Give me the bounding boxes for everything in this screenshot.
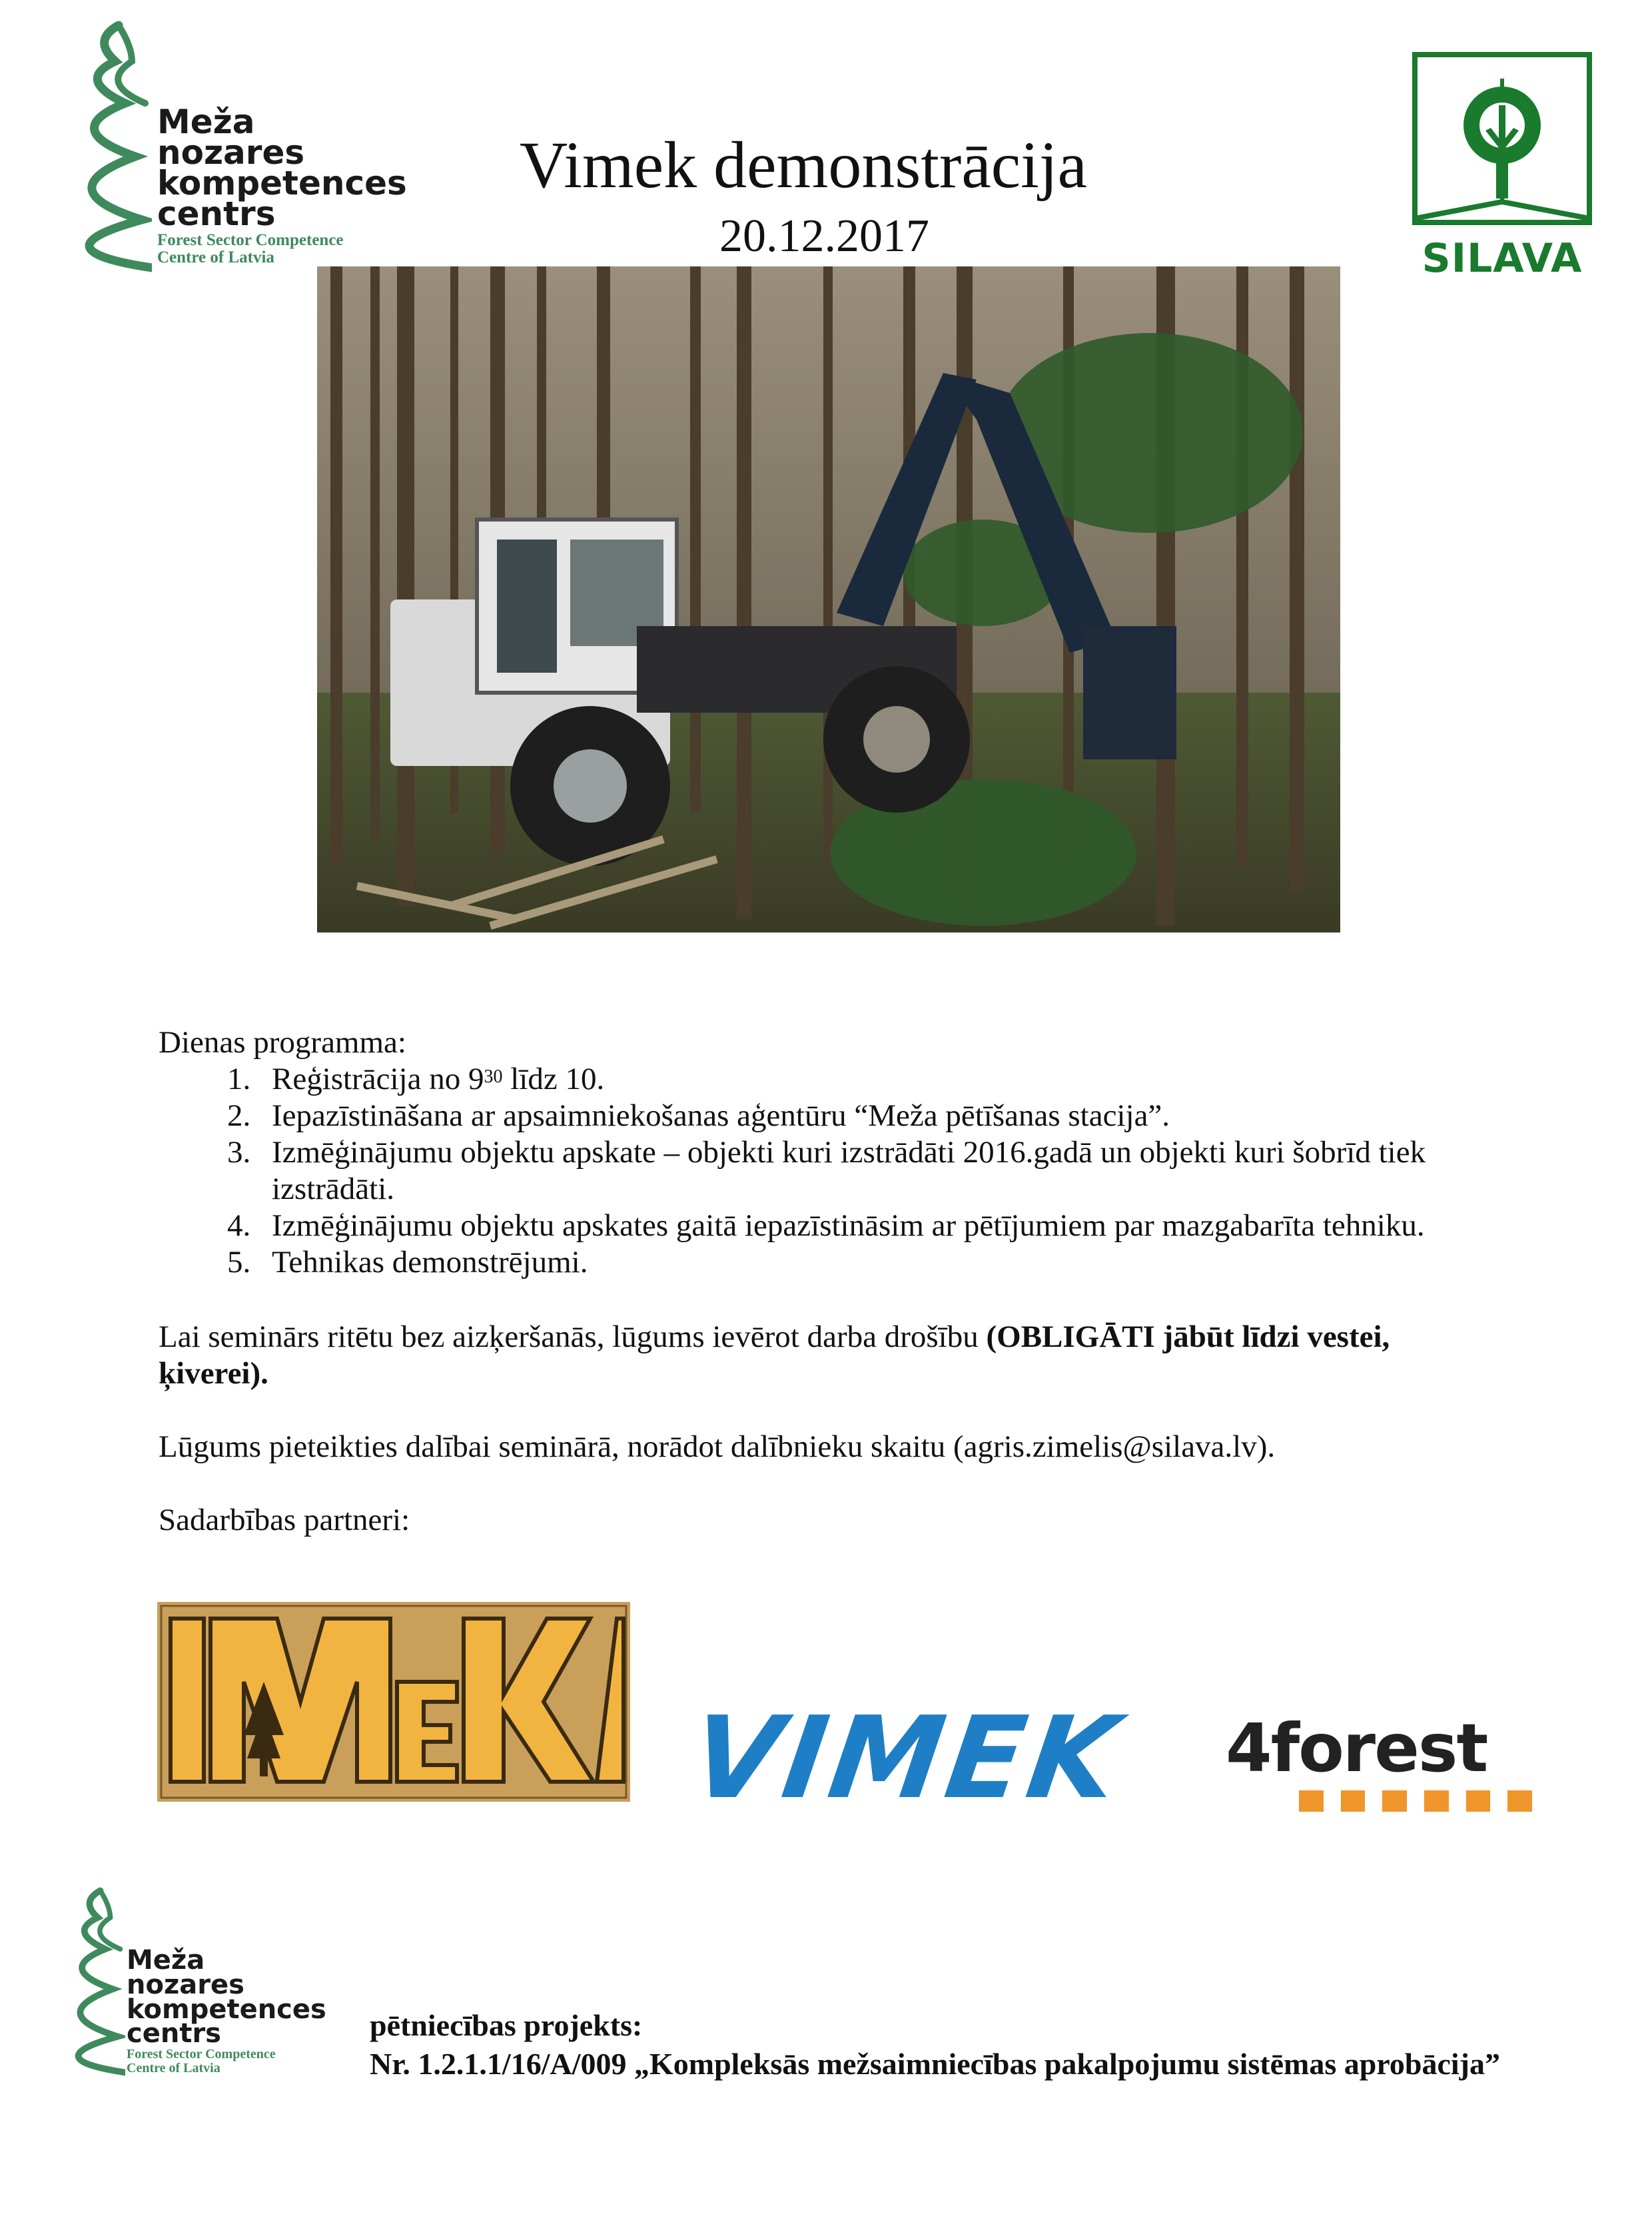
tree-logo-icon [25, 1882, 125, 2081]
logo-sub-1: Forest Sector Competence [157, 231, 344, 249]
program-list [159, 1061, 1531, 1281]
list-item: 5. Tehnikas demonstrējumi. [258, 1244, 1531, 1281]
project-name: Nr. 1.2.1.1/16/A/009 „Kompleksās mežsaimniecības pakalpojumu sistēmas aprobācija” [370, 2047, 1500, 2081]
logo-line-4: centrs [157, 194, 276, 233]
logo-line-1: Meža [157, 103, 255, 141]
project-label: pētniecības projekts: [370, 2008, 643, 2042]
forest-harvester-photo [317, 266, 1340, 932]
logo-meza-nozares-top [19, 20, 407, 273]
list-item: 1. Reģistrācija no $9^{30}$ līdz 10. [258, 1061, 1531, 1098]
logo-silava [1412, 52, 1592, 282]
logo-meza-nozares-bottom [25, 1882, 326, 2081]
page-title: Vimek demonstrācija [520, 128, 1088, 202]
partners-label: Sadarbības partneri: [159, 1503, 410, 1537]
logo-sub-1: Forest Sector Competence [127, 2047, 276, 2062]
list-item: 2. Iepazīstināšana ar apsaimniekošanas aģentūru “Meža pētīšanas stacija”. [258, 1098, 1531, 1134]
4forest-wordmark: 4forest [1226, 1709, 1487, 1787]
tree-logo-icon [19, 20, 152, 273]
logo-line-4: centrs [127, 2018, 221, 2049]
list-item: 3. Izmēģinājumu objektu apskate – objekti kuri izstrādāti 2016.gadā un objekti kuri šobrīd tiek izstrādāti. [258, 1134, 1531, 1208]
4forest-logo [1226, 1709, 1532, 1825]
logo-line-2: nozares [127, 1969, 244, 2000]
logo-line-1: Meža [127, 1945, 205, 1976]
safety-bold: (OBLIGĀTI jābūt līdzi vestei, ķiverei). [159, 1319, 1390, 1391]
vimek-logo [683, 1692, 1146, 1825]
list-item: 4. Izmēģinājumu objektu apskates gaitā iepazīstināsim ar pētījumiem par mazgabarīta tehniku. [258, 1208, 1531, 1244]
program-section [159, 1024, 1531, 1281]
event-date: 20.12.2017 [719, 210, 929, 262]
time-superscript: 30 [484, 1066, 503, 1087]
silava-name: SILAVA [1422, 235, 1583, 282]
project-info [370, 2006, 1500, 2083]
signup-notice: Lūgums pieteikties dalībai seminārā, norādot dalībnieku skaitu (agris.zimelis@silava.lv). [159, 1429, 1276, 1464]
logo-sub-2: Centre of Latvia [157, 248, 274, 267]
logo-line-3: kompetences [127, 1994, 326, 2025]
program-heading: Dienas programma: [159, 1025, 406, 1060]
safety-text: Lai seminārs ritētu bez aizķeršanās, lūgums ievērot darba drošību [159, 1319, 987, 1354]
logo-line-2: nozares [157, 133, 305, 172]
logo-sub-2: Centre of Latvia [127, 2061, 220, 2076]
4forest-dots [1226, 1790, 1532, 1812]
logo-line-3: kompetences [157, 164, 407, 202]
silava-book-tree-icon [1412, 52, 1592, 225]
meka-logo [157, 1602, 630, 1802]
safety-notice [159, 1319, 1504, 1392]
vimek-wordmark: VIMEK [683, 1692, 1130, 1824]
